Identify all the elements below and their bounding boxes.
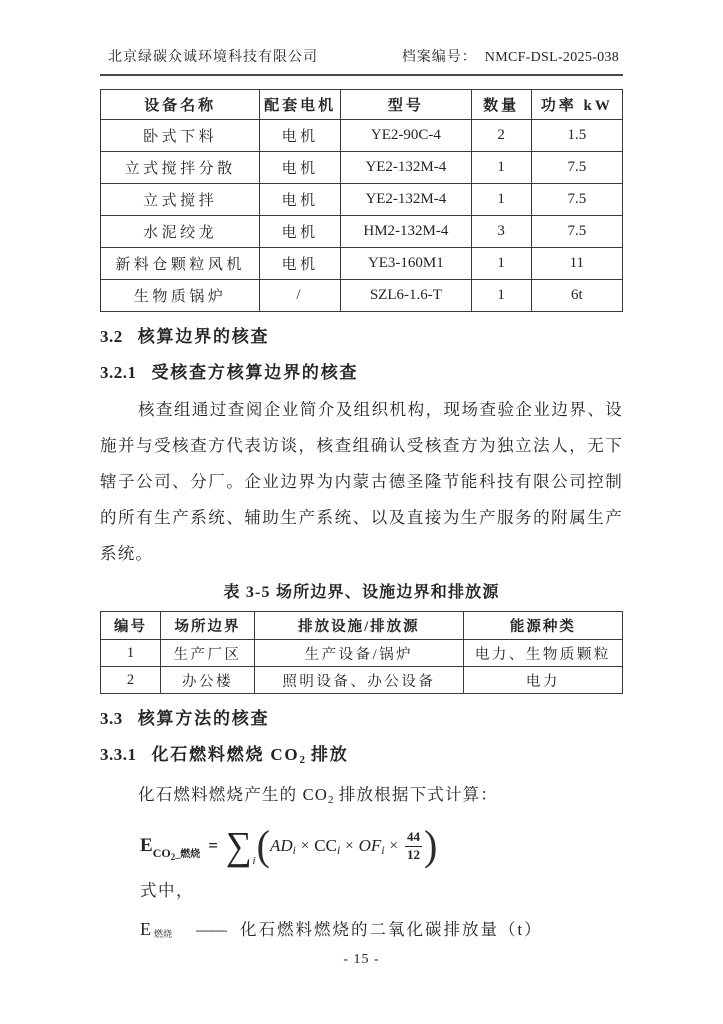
column-header: 设备名称 — [101, 90, 260, 120]
sigma-index: i — [252, 855, 256, 867]
table-cell: 生产设备/锅炉 — [254, 640, 463, 667]
table-cell: 7.5 — [531, 152, 622, 184]
table-cell: 1.5 — [531, 120, 622, 152]
table-cell: 卧式下料 — [101, 120, 260, 152]
table-cell: 2 — [471, 120, 531, 152]
table-cell: / — [260, 280, 341, 312]
co2-combustion-formula: E $CO_2\_$燃烧 = ∑ i ( AD i × CC i × OF i × $\frac{44}{12}$ ) — [140, 821, 438, 870]
variable-OF: OF — [358, 836, 382, 855]
section-title: 受核查方核算边界的核查 — [151, 363, 359, 382]
table-cell: 立式搅拌分散 — [101, 152, 260, 184]
table-cell: 7.5 — [531, 216, 622, 248]
table-row — [101, 248, 623, 280]
table-cell: 7.5 — [531, 184, 622, 216]
table-cell: YE2-90C-4 — [341, 120, 472, 152]
times-sign: × — [345, 837, 354, 854]
table-cell: 1 — [471, 184, 531, 216]
table-cell: 电力 — [463, 667, 622, 694]
section-number: 3.3 — [100, 709, 123, 728]
definition-symbol-subscript: 燃烧 — [154, 929, 173, 939]
symbol-definition-row — [140, 916, 623, 940]
table-cell: 2 — [101, 667, 161, 694]
section-heading-3-3 — [100, 707, 623, 730]
table-cell: SZL6-1.6-T — [341, 280, 472, 312]
table-cell: 电力、生物质颗粒 — [463, 640, 622, 667]
formula-symbol-E: E — [140, 835, 153, 856]
table-cell: 1 — [471, 280, 531, 312]
section-heading-3-2 — [100, 325, 623, 348]
definition-symbol-E: E — [140, 919, 151, 939]
table-row — [101, 280, 623, 312]
table-row — [101, 120, 623, 152]
table-row — [101, 216, 623, 248]
table-cell: 1 — [471, 248, 531, 280]
column-header: 场所边界 — [161, 612, 255, 640]
formula-intro-paragraph: 化石燃料燃烧产生的 CO2 排放根据下式计算： — [138, 785, 499, 806]
table-row — [101, 184, 623, 216]
page-content — [100, 46, 623, 940]
table-3-5-caption: 表 3-5 场所边界、设施边界和排放源 — [223, 584, 500, 601]
table-cell: 照明设备、办公设备 — [254, 667, 463, 694]
section-title: 化石燃料燃烧 CO2 排放 — [151, 745, 349, 766]
table-cell: YE3-160M1 — [341, 248, 472, 280]
table-cell: 水泥绞龙 — [101, 216, 260, 248]
table-cell: 电机 — [260, 216, 341, 248]
section-number: 3.3.1 — [100, 745, 137, 764]
file-number-label: 档案编号： — [401, 50, 477, 65]
table-cell: HM2-132M-4 — [341, 216, 472, 248]
table-cell: 生产厂区 — [161, 640, 255, 667]
table-cell: 6t — [531, 280, 622, 312]
table-cell: 3 — [471, 216, 531, 248]
table-cell: 办公楼 — [161, 667, 255, 694]
co2-subscript: 2 — [327, 794, 334, 806]
boundary-table-header-row — [101, 612, 623, 640]
table-cell: YE2-132M-4 — [341, 152, 472, 184]
times-sign: × — [389, 837, 398, 854]
column-header: 排放设施/排放源 — [254, 612, 463, 640]
formula-E-subscript: $CO_2\_$燃烧 — [152, 846, 201, 862]
table-row — [101, 640, 623, 667]
column-header: 数量 — [471, 90, 531, 120]
where-label: 式中， — [140, 881, 194, 900]
table-row — [101, 152, 623, 184]
column-header: 功率 kW — [531, 90, 622, 120]
equipment-table-header-row — [101, 90, 623, 120]
variable-AD: AD — [269, 836, 293, 855]
file-number-value: NMCF-DSL-2025-038 — [484, 50, 619, 65]
table-cell: 电机 — [260, 120, 341, 152]
boundary-table — [100, 611, 623, 694]
co2-subscript: 2 — [299, 754, 305, 766]
variable-CC: CC — [314, 836, 337, 855]
equipment-table — [100, 89, 623, 312]
section-title: 核算方法的核查 — [137, 709, 270, 728]
company-name: 北京绿碳众诚环境科技有限公司 — [108, 50, 318, 65]
table-cell: YE2-132M-4 — [341, 184, 472, 216]
equals-sign: = — [208, 836, 218, 855]
table-cell: 立式搅拌 — [101, 184, 260, 216]
boundary-paragraph: 核查组通过查阅企业简介及组织机构，现场查验企业边界、设施并与受核查方代表访谈，核查组确认受核查方为独立法人，无下辖子公司、分厂。企业边界为内蒙古德圣隆节能科技有限公司控制的所有生产系统、辅助生产系统、以及直接为生产服务的附属生产系统。 — [100, 400, 623, 563]
section-heading-3-2-1 — [100, 361, 623, 384]
table-cell: 11 — [531, 248, 622, 280]
column-header: 能源种类 — [463, 612, 622, 640]
table-cell: 电机 — [260, 152, 341, 184]
definition-text: 化石燃料燃烧的二氧化碳排放量（t） — [240, 920, 543, 939]
page-number: - 15 - — [343, 952, 380, 967]
table-cell: 新料仓颗粒风机 — [101, 248, 260, 280]
table-cell: 1 — [101, 640, 161, 667]
section-title: 核算边界的核查 — [137, 327, 270, 346]
column-header: 型号 — [341, 90, 472, 120]
section-heading-3-3-1 — [100, 743, 623, 772]
times-sign: × — [300, 837, 310, 854]
column-header: 配套电机 — [260, 90, 341, 120]
section-number: 3.2 — [100, 327, 123, 346]
definition-dash: —— — [196, 920, 226, 939]
table-cell: 1 — [471, 152, 531, 184]
fraction-44-12: $\frac{44}{12}$ — [406, 829, 420, 862]
table-cell: 电机 — [260, 184, 341, 216]
table-row — [101, 667, 623, 694]
page-header — [100, 46, 623, 76]
section-number: 3.2.1 — [100, 363, 137, 382]
table-cell: 电机 — [260, 248, 341, 280]
column-header: 编号 — [101, 612, 161, 640]
table-cell: 生物质锅炉 — [101, 280, 260, 312]
file-number — [402, 46, 619, 66]
